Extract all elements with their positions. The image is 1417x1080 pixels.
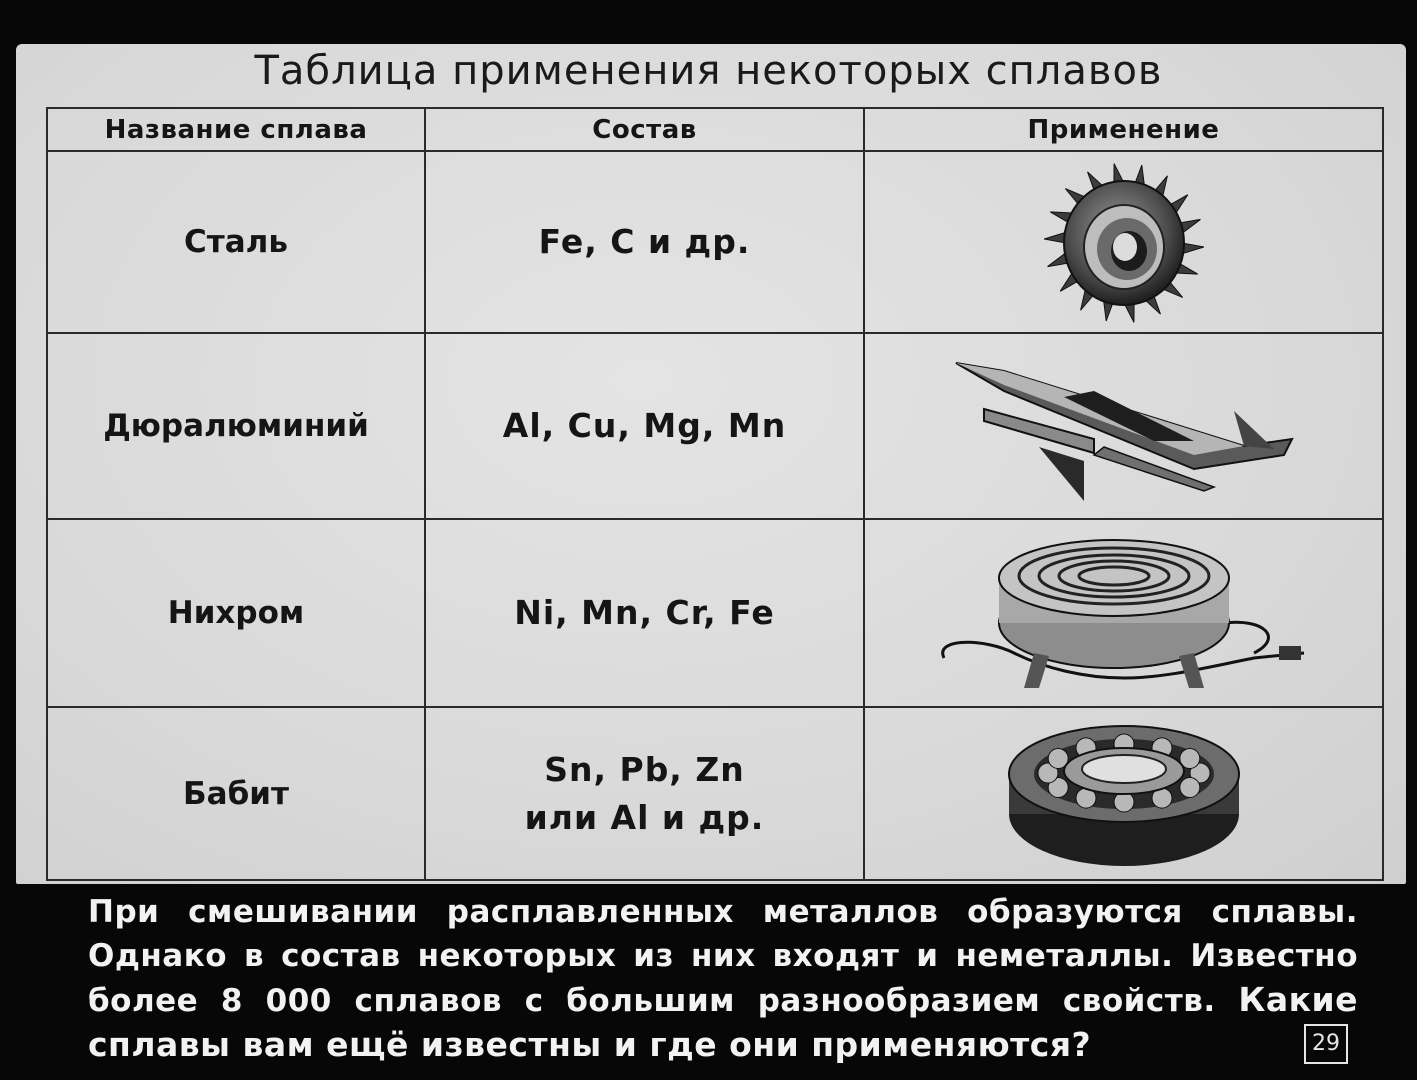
application-cell: [864, 333, 1383, 519]
composition-line: Sn, Pb, Zn: [544, 749, 745, 789]
page-title: Таблица применения некоторых сплавов: [254, 48, 1163, 94]
column-header-application: Применение: [864, 108, 1383, 151]
caption-text: [88, 890, 1358, 1068]
alloy-composition: [425, 151, 864, 333]
application-cell: [864, 519, 1383, 707]
alloy-name: Нихром: [47, 519, 425, 707]
alloy-composition: [425, 519, 864, 707]
column-header-composition: Состав: [425, 108, 864, 151]
page-number: 29: [1304, 1024, 1348, 1064]
alloy-composition: [425, 707, 864, 880]
alloys-table: [46, 107, 1384, 881]
jet-airplane-icon: [944, 351, 1304, 501]
table-row: [47, 707, 1383, 880]
table-row: [47, 333, 1383, 519]
column-header-name: Название сплава: [47, 108, 425, 151]
composition-line: Ni, Mn, Cr, Fe: [514, 593, 775, 632]
ball-bearing-icon: [1004, 719, 1244, 869]
table-header-row: [47, 108, 1383, 151]
alloy-name: Бабит: [47, 707, 425, 880]
composition-line: Al, Cu, Mg, Mn: [502, 406, 787, 445]
alloy-composition: [425, 333, 864, 519]
composition-line: Fe, C и др.: [538, 222, 751, 261]
application-cell: [864, 151, 1383, 333]
saw-blade-icon: [1039, 157, 1209, 327]
caption-question: Какие сплавы вам ещё известны и где они применяются?: [88, 980, 1358, 1064]
caption-statement: При смешивании расплавленных металлов образуются сплавы. Однако в состав некоторых из них входят и неметаллы. Известно более 8 000 сплавов с большим разнообразием свойств.: [88, 894, 1358, 1019]
alloy-name: Сталь: [47, 151, 425, 333]
application-cell: [864, 707, 1383, 880]
composition-line: или Al и др.: [524, 797, 765, 837]
table-row: [47, 151, 1383, 333]
table-row: [47, 519, 1383, 707]
electric-stove-icon: [924, 528, 1324, 698]
alloy-name: Дюралюминий: [47, 333, 425, 519]
bearing-ball: [1179, 777, 1199, 797]
